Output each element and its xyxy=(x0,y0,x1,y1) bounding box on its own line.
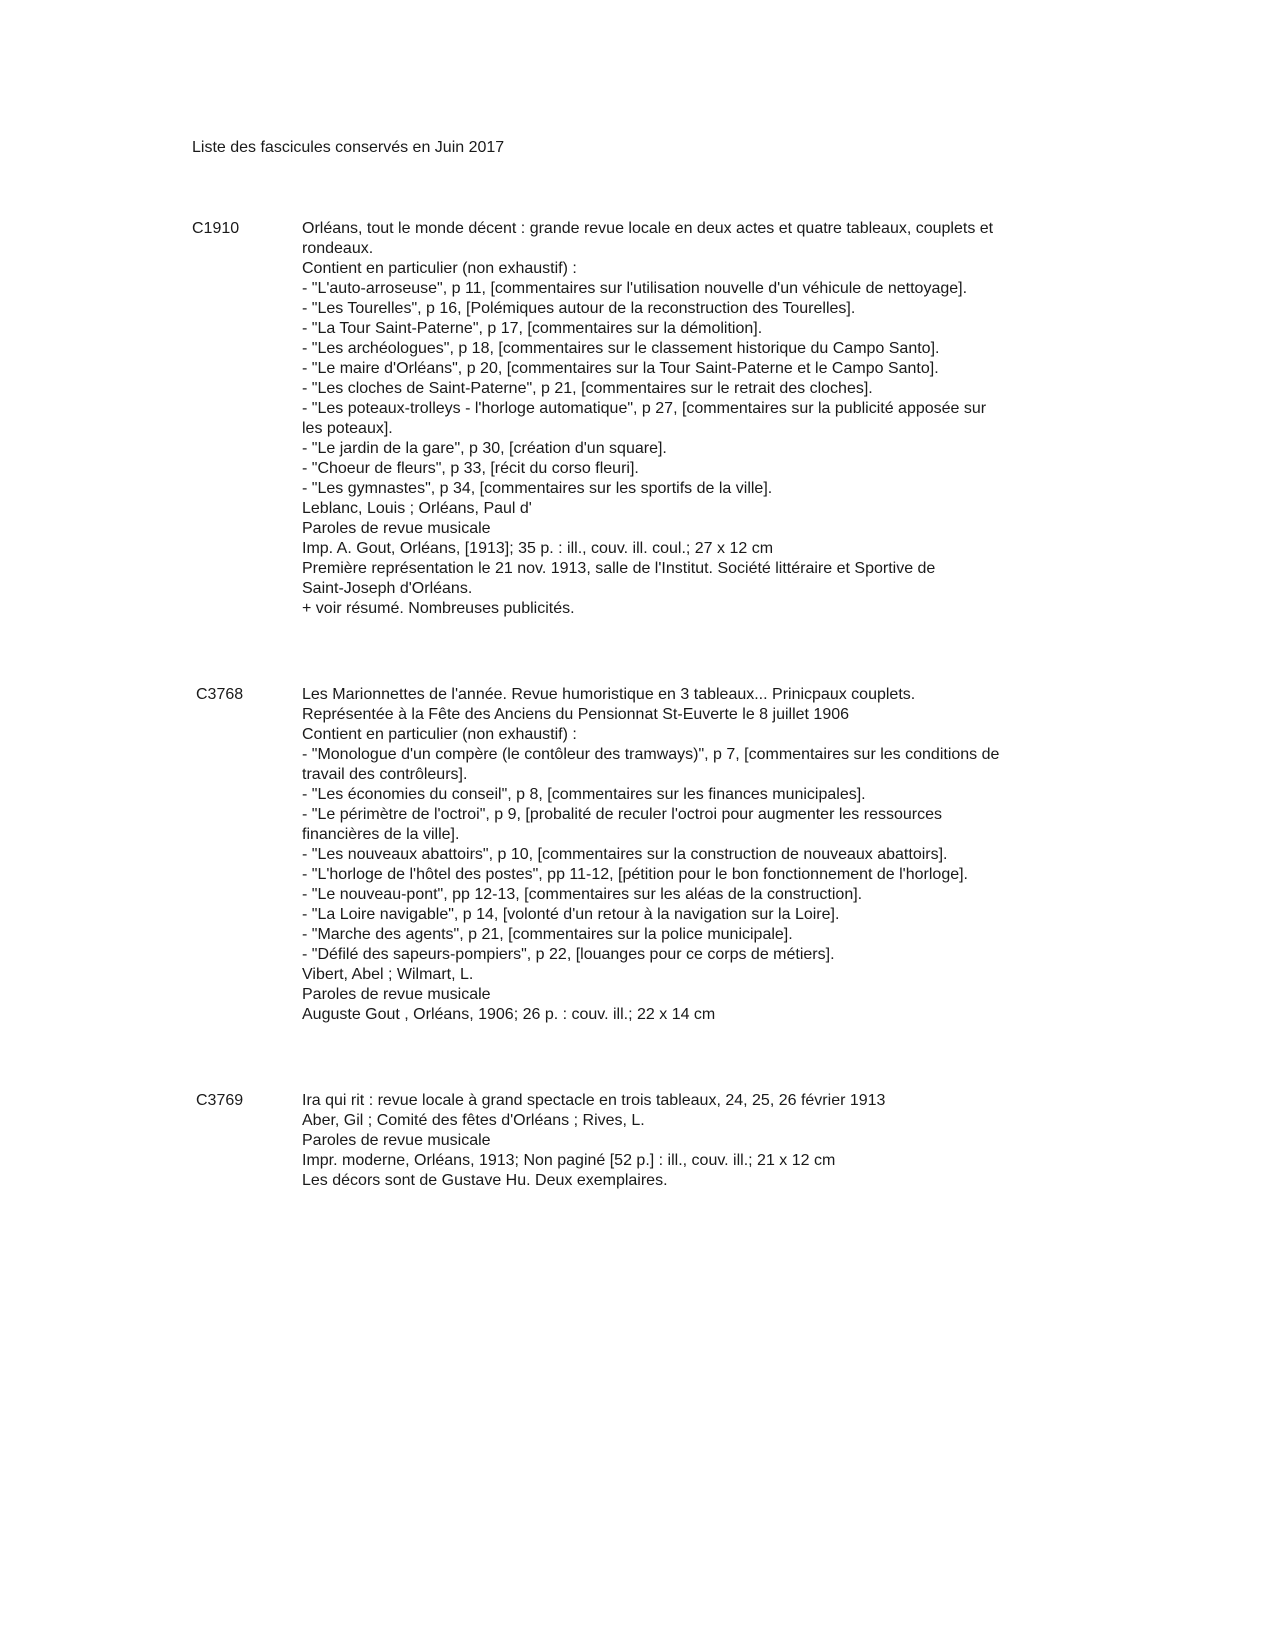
entry-text-line: Aber, Gil ; Comité des fêtes d'Orléans ; Rives, L. xyxy=(302,1112,645,1129)
entry-text-line: Contient en particulier (non exhaustif) : xyxy=(302,260,577,277)
entry-text-line: - "Le jardin de la gare", p 30, [création d'un square]. xyxy=(302,440,667,457)
entry-text-line: Paroles de revue musicale xyxy=(302,986,491,1003)
entry-text-line: - "Le périmètre de l'octroi", p 9, [probalité de reculer l'octroi pour augmenter les ressources xyxy=(302,806,942,823)
entry-text-line: - "L'auto-arroseuse", p 11, [commentaires sur l'utilisation nouvelle d'un véhicule de nettoyage]. xyxy=(302,280,968,297)
entry-text-line: Contient en particulier (non exhaustif) : xyxy=(302,726,577,743)
entry-text-line: Ira qui rit : revue locale à grand spectacle en trois tableaux, 24, 25, 26 février 1913 xyxy=(302,1092,886,1109)
entry-code: C3769 xyxy=(196,1092,244,1109)
entry-text-line: - "Les Tourelles", p 16, [Polémiques autour de la reconstruction des Tourelles]. xyxy=(302,300,856,317)
entry-text-line: - "Choeur de fleurs", p 33, [récit du corso fleuri]. xyxy=(302,460,639,477)
entry-text-line: + voir résumé. Nombreuses publicités. xyxy=(302,600,575,617)
entry-text-line: - "Le nouveau-pont", pp 12-13, [commentaires sur les aléas de la construction]. xyxy=(302,886,863,903)
entry-text-line: - "La Loire navigable", p 14, [volonté d'un retour à la navigation sur la Loire]. xyxy=(302,906,840,923)
entry-text-line: - "Monologue d'un compère (le contôleur des tramways)", p 7, [commentaires sur les conditions de xyxy=(302,746,1000,763)
entry-text-line: Auguste Gout , Orléans, 1906; 26 p. : couv. ill.; 22 x 14 cm xyxy=(302,1006,716,1023)
entry-text-line: - "Les cloches de Saint-Paterne", p 21, [commentaires sur le retrait des cloches]. xyxy=(302,380,873,397)
entry-text-line: Impr. moderne, Orléans, 1913; Non paginé [52 p.] : ill., couv. ill.; 21 x 12 cm xyxy=(302,1152,836,1169)
entry-text-line: - "L'horloge de l'hôtel des postes", pp 11-12, [pétition pour le bon fonctionnement de l'horloge]. xyxy=(302,866,968,883)
entry-code: C1910 xyxy=(192,220,240,237)
entry-text-line: rondeaux. xyxy=(302,240,374,257)
entry-description xyxy=(302,1091,1042,1191)
entry-text-line: Paroles de revue musicale xyxy=(302,1132,491,1149)
entry-text-line: - "Le maire d'Orléans", p 20, [commentaires sur la Tour Saint-Paterne et le Campo Santo]. xyxy=(302,360,939,377)
entry-text-line: - "Les gymnastes", p 34, [commentaires sur les sportifs de la ville]. xyxy=(302,480,773,497)
entry-text-line: les poteaux]. xyxy=(302,420,393,437)
entry-text-line: - "Les nouveaux abattoirs", p 10, [commentaires sur la construction de nouveaux abattoirs]. xyxy=(302,846,948,863)
entry-text-line: - "Les poteaux-trolleys - l'horloge automatique", p 27, [commentaires sur la publicité apposée sur xyxy=(302,400,987,417)
entry-description xyxy=(302,219,1042,619)
entry-text-line: Orléans, tout le monde décent : grande revue locale en deux actes et quatre tableaux, couplets et xyxy=(302,220,994,237)
entry-description xyxy=(302,685,1042,1025)
entry-text-line: financières de la ville]. xyxy=(302,826,460,843)
page-title: Liste des fascicules conservés en Juin 2017 xyxy=(192,139,505,156)
entry-text-line: Imp. A. Gout, Orléans, [1913]; 35 p. : ill., couv. ill. coul.; 27 x 12 cm xyxy=(302,540,774,557)
entry-text-line: - "Défilé des sapeurs-pompiers", p 22, [louanges pour ce corps de métiers]. xyxy=(302,946,835,963)
entry-text-line: travail des contrôleurs]. xyxy=(302,766,468,783)
entry-text-line: Saint-Joseph d'Orléans. xyxy=(302,580,473,597)
entry-text-line: - "Les économies du conseil", p 8, [commentaires sur les finances municipales]. xyxy=(302,786,866,803)
entry-text-line: Paroles de revue musicale xyxy=(302,520,491,537)
entry-text-line: Représentée à la Fête des Anciens du Pensionnat St-Euverte le 8 juillet 1906 xyxy=(302,706,850,723)
entry-text-line: Les décors sont de Gustave Hu. Deux exemplaires. xyxy=(302,1172,668,1189)
entry-text-line: Vibert, Abel ; Wilmart, L. xyxy=(302,966,474,983)
entry-text-line: Les Marionnettes de l'année. Revue humoristique en 3 tableaux... Prinicpaux couplets. xyxy=(302,686,916,703)
entry-code: C3768 xyxy=(196,686,244,703)
entry-text-line: - "La Tour Saint-Paterne", p 17, [commentaires sur la démolition]. xyxy=(302,320,763,337)
entry-text-line: Première représentation le 21 nov. 1913, salle de l'Institut. Société littéraire et Sportive de xyxy=(302,560,936,577)
entry-text-line: - "Marche des agents", p 21, [commentaires sur la police municipale]. xyxy=(302,926,793,943)
entry-text-line: Leblanc, Louis ; Orléans, Paul d' xyxy=(302,500,532,517)
entry-text-line: - "Les archéologues", p 18, [commentaires sur le classement historique du Campo Santo]. xyxy=(302,340,940,357)
